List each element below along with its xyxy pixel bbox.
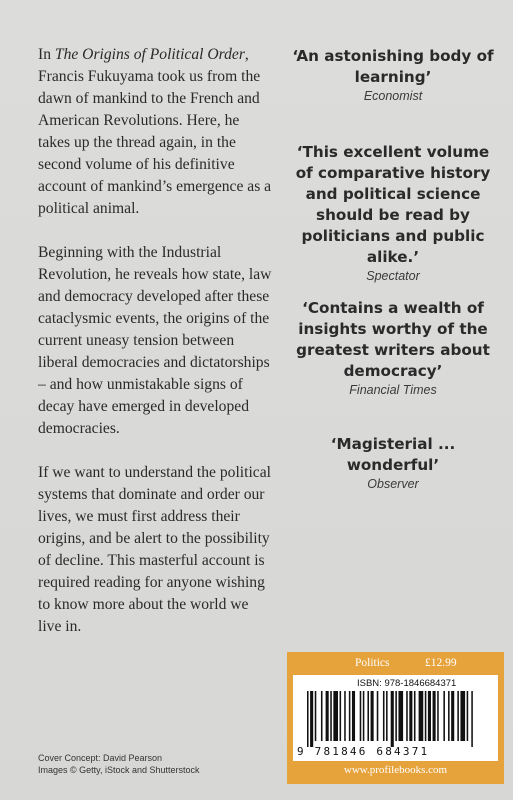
barcode-bars-icon [299, 691, 491, 747]
credit-line: Cover Concept: David Pearson [38, 753, 163, 763]
barcode-bar [460, 691, 465, 741]
barcode-bar [340, 691, 342, 741]
barcode-bar [467, 691, 469, 741]
quote-text: ‘Contains a wealth of insights worthy of the greatest writers about democracy’ [296, 299, 490, 380]
genre-label: Politics [355, 657, 390, 669]
barcode-bar [330, 691, 332, 741]
barcode-digits: 9 781846 684371 [297, 745, 430, 758]
price-label: £12.99 [425, 657, 457, 669]
blurb-text [38, 44, 273, 638]
barcode-bar [371, 691, 374, 741]
publisher-website: www.profilebooks.com [343, 764, 448, 776]
quote-source: Economist [363, 89, 423, 103]
quote-text: ‘This excellent volume of comparative history and political science should be read by politicians and public alike.’ [295, 143, 491, 266]
barcode-bar [437, 691, 439, 741]
quote-text: ‘An astonishing body of learning’ [292, 47, 494, 86]
barcode-bar [310, 691, 313, 747]
blurb-paragraph-3: If we want to understand the political systems that dominate and order our lives, we must first address their origins, and be alert to the possibility of decline. This masterful account is required reading for anyone wishing to know more about the world we live in. [38, 464, 271, 635]
barcode-bar [321, 691, 323, 741]
blurb-p1-prefix: In [38, 46, 55, 63]
barcode-bar [443, 691, 445, 741]
barcode-bar [419, 691, 424, 741]
barcode-bar [344, 691, 346, 741]
barcode-bar [448, 691, 450, 741]
barcode-bar [367, 691, 369, 741]
barcode-bar [383, 691, 385, 741]
barcode-bar [360, 691, 362, 741]
quote-source: Observer [367, 477, 419, 491]
barcode-bar [414, 691, 416, 741]
barcode-bar [451, 691, 454, 741]
book-title-reference: The Origins of Political Order [54, 46, 245, 63]
review-quote [288, 434, 498, 492]
quote-source: Financial Times [349, 383, 437, 397]
barcode-bar [307, 691, 309, 747]
cover-credits [38, 752, 200, 776]
barcode-bar [349, 691, 351, 741]
barcode-bar [395, 691, 397, 741]
barcode-bar [428, 691, 431, 741]
barcode-bar [409, 691, 412, 741]
barcode-panel [287, 652, 504, 784]
barcode-bar [333, 691, 338, 741]
price-row [287, 652, 504, 674]
barcode-bar [457, 691, 459, 741]
blurb-p1-rest: , Francis Fukuyama took us from the dawn of mankind to the French and American Revolutions. Here, he takes up the thread again, in the second volume of his definitive account of mankind’s emergence as a political animal. [38, 46, 272, 217]
barcode-bar [391, 691, 394, 747]
review-quote [288, 142, 498, 284]
quote-source: Spectator [366, 269, 420, 283]
blurb-paragraph-1 [38, 44, 273, 220]
credit-line: Images © Getty, iStock and Shutterstock [38, 765, 200, 775]
review-quote [288, 46, 498, 104]
blurb-paragraph-2: Beginning with the Industrial Revolution, he reveals how state, law and democracy developed after these cataclysmic events, the origins of the current uneasy tension between liberal democracies and dictatorships – and how unmistakable signs of decay have emerged in developed democracies. [38, 244, 272, 437]
barcode-bar [406, 691, 408, 741]
barcode-bar [352, 691, 355, 741]
barcode-area [293, 675, 498, 761]
barcode-bar [386, 691, 388, 741]
barcode-bar [398, 691, 403, 741]
isbn-label: ISBN: 978-1846684371 [357, 678, 457, 689]
barcode-bar [315, 691, 317, 741]
barcode-bar [425, 691, 427, 741]
barcode-bar [433, 691, 436, 741]
quote-text: ‘Magisterial ... wonderful’ [330, 435, 456, 474]
barcode-bar [377, 691, 379, 741]
barcode-bar [471, 691, 473, 747]
review-quote [288, 298, 498, 398]
barcode-bar [363, 691, 365, 741]
barcode-bar [326, 691, 329, 741]
